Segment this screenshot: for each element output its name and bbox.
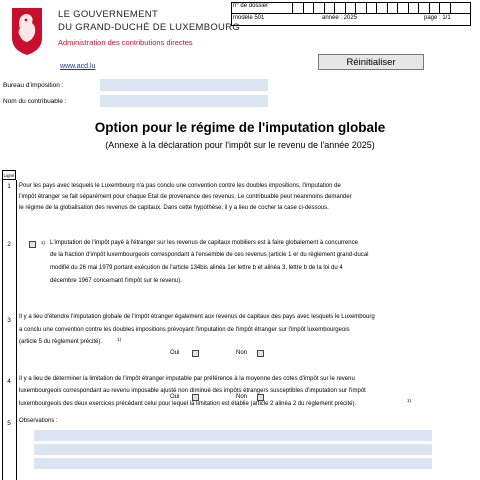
row-3-footnote: 1) xyxy=(117,337,122,342)
row-1-line-3: le régime de la globalisation des revenus de capitaux. Dans cette hypothèse, il y a lieu de cocher la case ci-dessous. xyxy=(19,205,329,211)
bureau-field[interactable] xyxy=(100,79,268,91)
row-1-line-2: l'impôt étranger se fait séparément pour chaque Etat de provenance des revenus. Le contribuable peut néanmoins demander xyxy=(19,194,352,200)
row-3-line-1: Il y a lieu d'étendre l'imputation globale de l'impôt étranger également aux revenus de capitaux des pays avec lesquels le Luxembourg xyxy=(19,314,375,320)
row-3-non-checkbox[interactable] xyxy=(257,350,264,357)
year-label: année : 2025 xyxy=(322,15,358,21)
row-1-line-1: Pour les pays avec lesquels le Luxembourg n'a pas conclu une convention contre les doubles impositions, l'imputation de xyxy=(19,183,341,189)
name-field[interactable] xyxy=(100,95,268,107)
gov-line-1: LE GOUVERNEMENT xyxy=(58,9,159,20)
row-5-number: 5 xyxy=(7,420,11,427)
row-2-line-1: L'imputation de l'impôt payé à l'étranger sur les revenus de capitaux mobiliers est à faire globalement à concurrence xyxy=(50,240,358,246)
form-subtitle: (Annexe à la déclaration pour l'impôt sur le revenu de l'année 2025) xyxy=(105,140,375,150)
form-title: Option pour le régime de l'imputation globale xyxy=(94,120,386,135)
model-label: modèle 501 xyxy=(233,15,265,21)
row-3-line-3: (article 5 du règlement précité). xyxy=(19,339,103,345)
page-label: page : 1/1 xyxy=(424,15,451,21)
table-left-border xyxy=(2,180,3,480)
table-column-divider xyxy=(16,180,17,480)
row-4-line-2: luxembourgeois correspondant au revenu imposable ajusté non diminué des impôts étrangers susceptibles d'imputation sur l'impôt xyxy=(19,388,366,394)
gov-line-2: DU GRAND-DUCHÉ DE LUXEMBOURG xyxy=(58,22,241,33)
observations-line-3[interactable] xyxy=(34,458,432,469)
row-2-line-3: modifié du 26 mai 1979 portant exécution de l'article 134bis alinéa 1er lettre b et alinéa 3, lettre b de la loi du 4 xyxy=(50,265,343,271)
row-3-number: 3 xyxy=(7,317,11,324)
observations-label: Observations : xyxy=(19,418,58,424)
row-3-non-label: Non xyxy=(236,350,248,356)
row-4-line-1: Il y a lieu de déterminer la limitation de l'impôt étranger imputable par préférence à la moyenne des cotes d'impôt sur le revenu xyxy=(19,376,355,382)
row-2-number: 2 xyxy=(7,241,11,248)
name-label: Nom du contribuable : xyxy=(3,98,67,105)
row-4-footnote: 1) xyxy=(407,398,412,403)
row-4-non-checkbox[interactable] xyxy=(257,394,264,401)
observations-line-1[interactable] xyxy=(34,430,432,441)
row-2-line-4: décembre 1967 concernant l'impôt sur le revenu). xyxy=(50,278,182,284)
observations-line-2[interactable] xyxy=(34,444,432,455)
row-4-non-label: Non xyxy=(236,394,248,400)
row-3-line-2: a conclu une convention contre les doubles impositions prévoyant l'imputation de l'impôt étranger sur l'impôt luxembourgeois xyxy=(19,327,350,333)
row-4-oui-checkbox[interactable] xyxy=(192,394,199,401)
row-3-oui-label: Oui xyxy=(170,350,180,356)
row-1-number: 1 xyxy=(7,183,11,190)
row-4-number: 4 xyxy=(7,378,11,385)
website-link[interactable]: www.acd.lu xyxy=(60,63,96,70)
administration-name: Administration des contributions directes xyxy=(58,38,193,47)
dossier-number-cells[interactable] xyxy=(292,2,460,13)
row-3-oui-checkbox[interactable] xyxy=(192,350,199,357)
row-2-line-2: de la fraction d'impôt luxembourgeois correspondant à l'ensemble de ces revenus (article 1 er du règlement grand-ducal xyxy=(50,252,369,258)
bureau-label: Bureau d'imposition : xyxy=(3,82,64,89)
dossier-label: n° de dossier xyxy=(233,3,269,9)
luxembourg-lion-logo xyxy=(8,6,46,56)
row-2-footnote: 1) xyxy=(41,240,46,245)
dossier-divider xyxy=(231,13,471,14)
reset-button[interactable]: Réinitialiser xyxy=(318,54,424,70)
ligne-header: Ligne xyxy=(2,170,16,180)
row-2-checkbox[interactable] xyxy=(29,241,36,248)
row-4-line-3: luxembourgeois des deux exercices précédant celui pour lequel la limitation est établie (article 2 alinéa 2 du règlement précité). xyxy=(19,401,357,407)
row-4-oui-label: Oui xyxy=(170,394,180,400)
